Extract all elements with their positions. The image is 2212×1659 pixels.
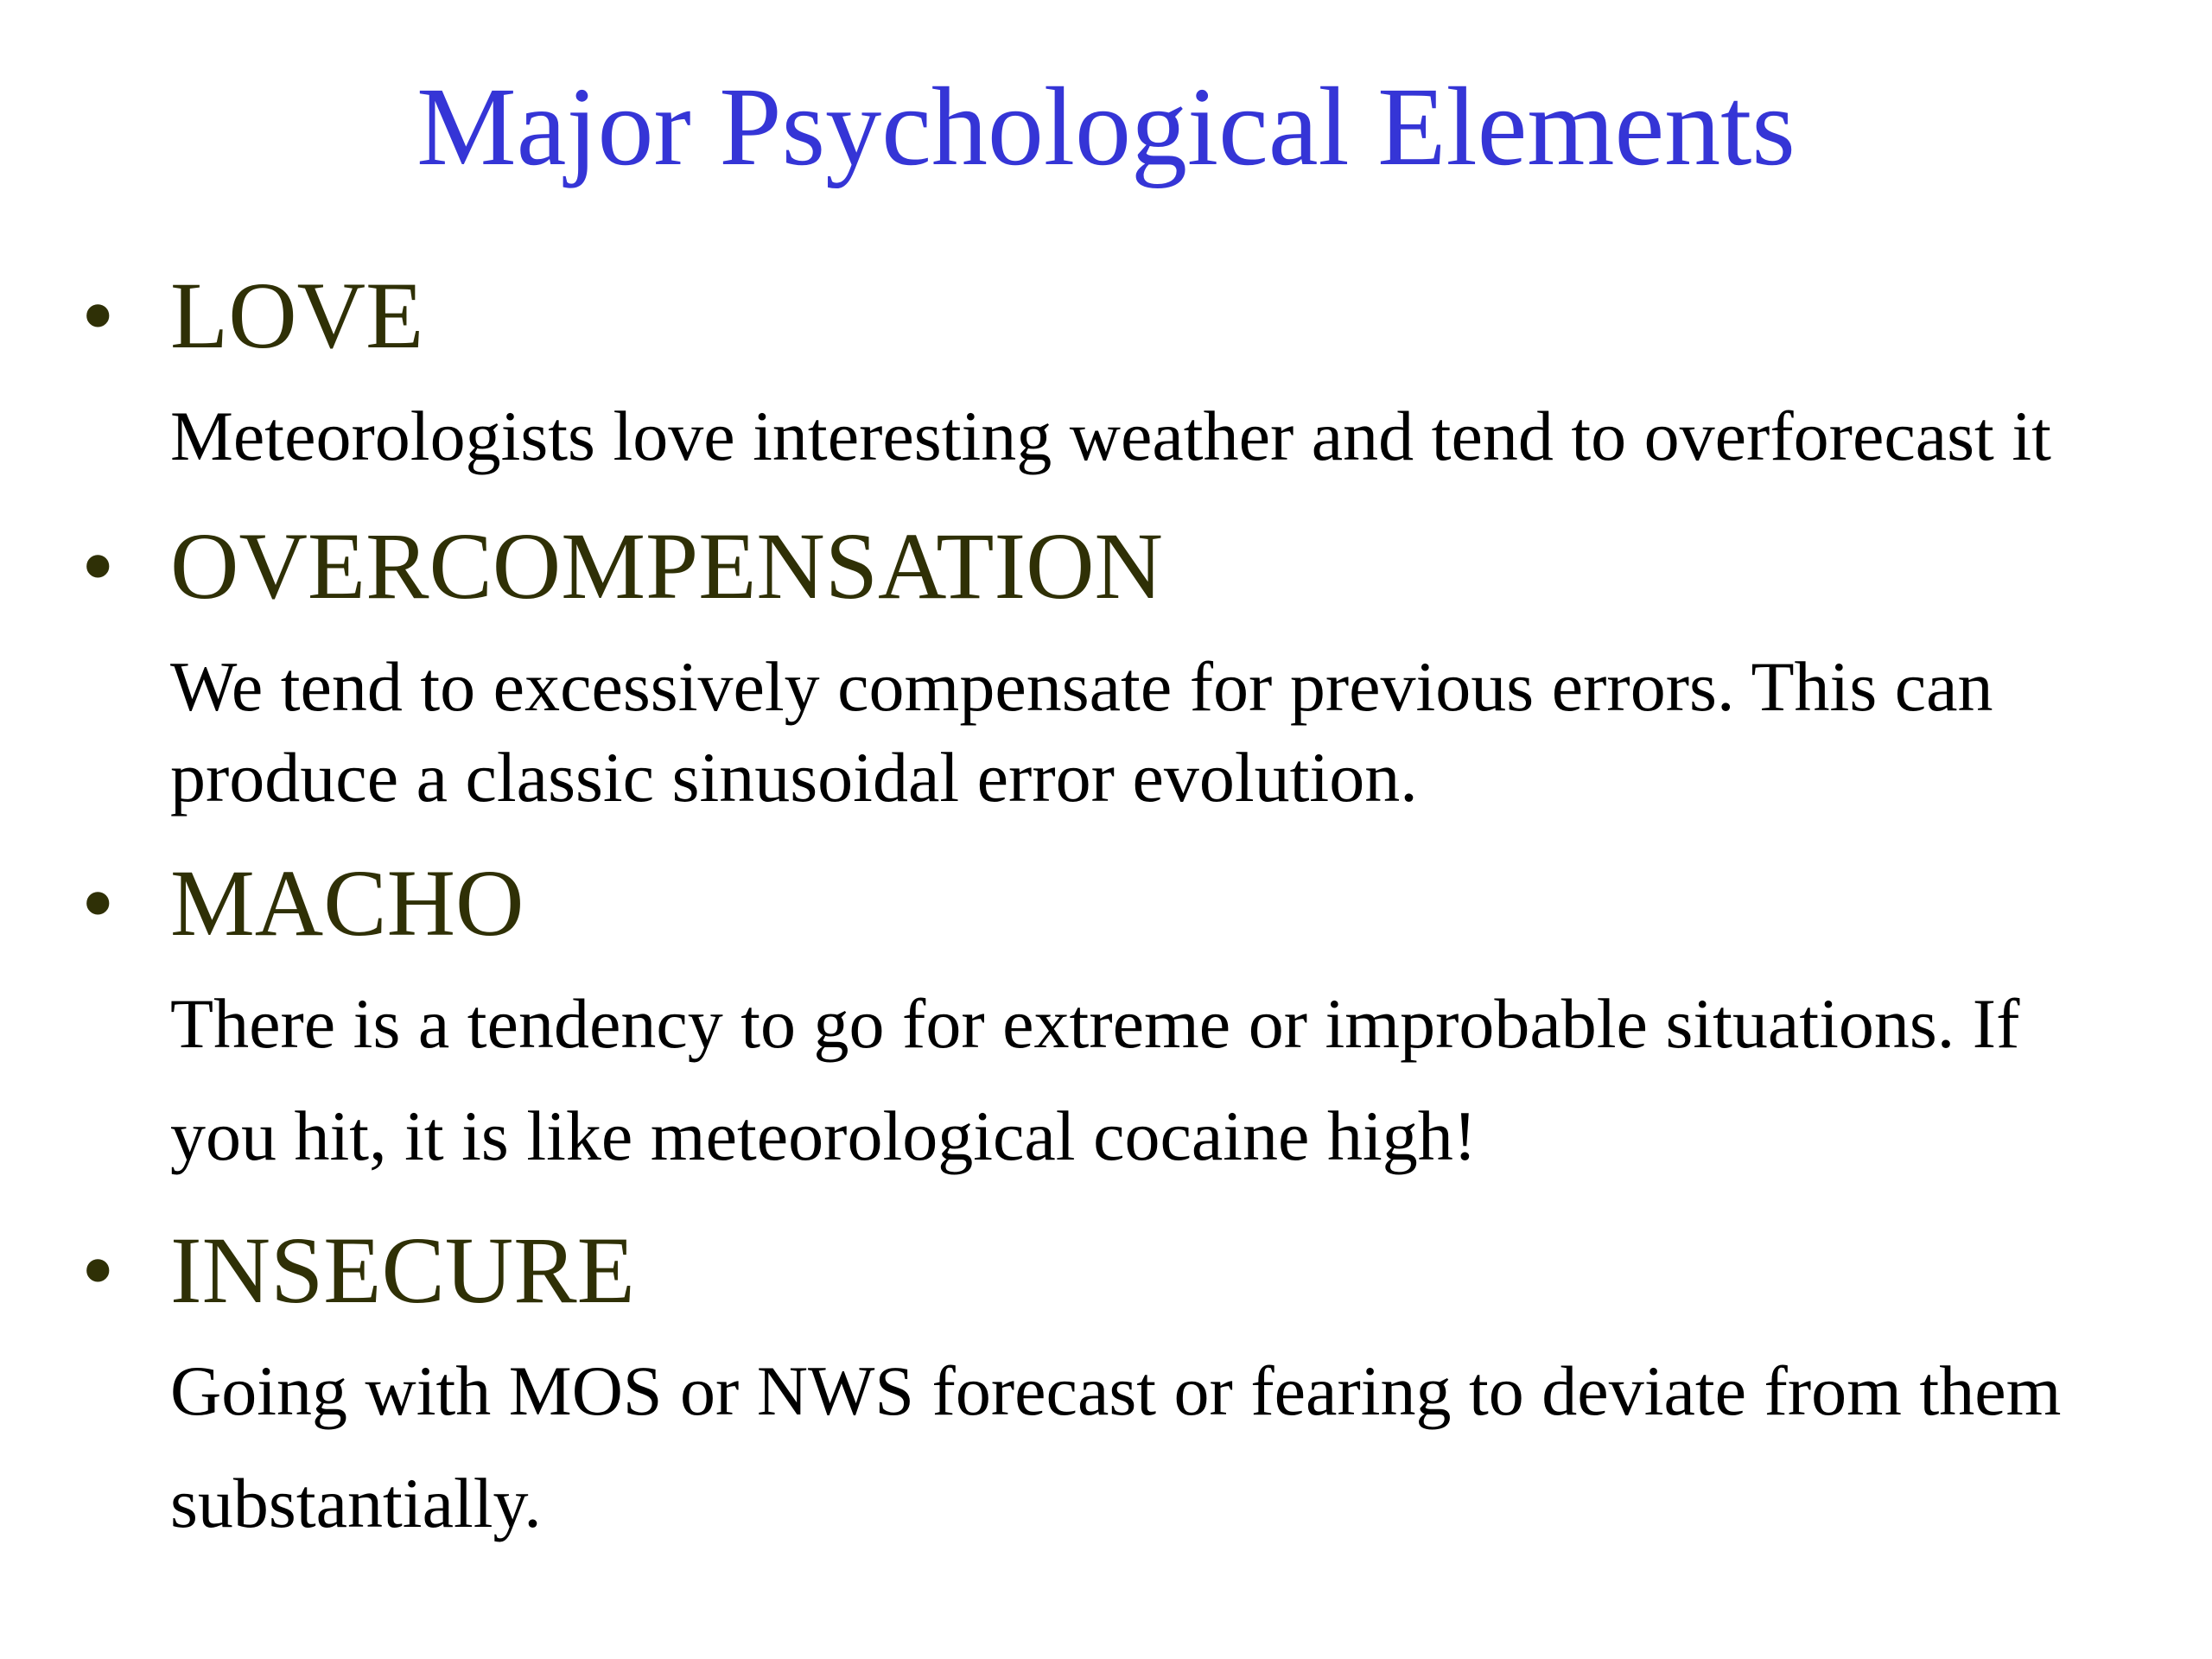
item-heading-macho: MACHO [170,850,524,956]
item-text-overcompensation-line-2: produce a classic sinusoidal error evolution. [170,738,1418,817]
bullet-dot: • [81,1217,115,1323]
item-text-insecure-line-1: Going with MOS or NWS forecast or fearing to deviate from them [170,1351,2062,1430]
bullet-dot: • [81,850,115,956]
item-heading-love: LOVE [170,263,424,368]
slide-title: Major Psychological Elements [416,65,1796,189]
item-text-macho-line-1: There is a tendency to go for extreme or improbable situations. If [170,984,2020,1063]
item-text-insecure-line-2: substantially. [170,1464,542,1542]
item-text-macho-line-2: you hit, it is like meteorological cocaine high! [170,1096,1478,1175]
bullet-dot: • [81,513,115,619]
bullet-dot: • [81,263,115,368]
item-heading-overcompensation: OVERCOMPENSATION [170,513,1163,619]
item-text-love-line-1: Meteorologists love interesting weather and tend to overforecast it [170,397,2051,475]
item-text-overcompensation-line-1: We tend to excessively compensate for previous errors. This can [170,647,1993,726]
item-heading-insecure: INSECURE [170,1217,635,1323]
